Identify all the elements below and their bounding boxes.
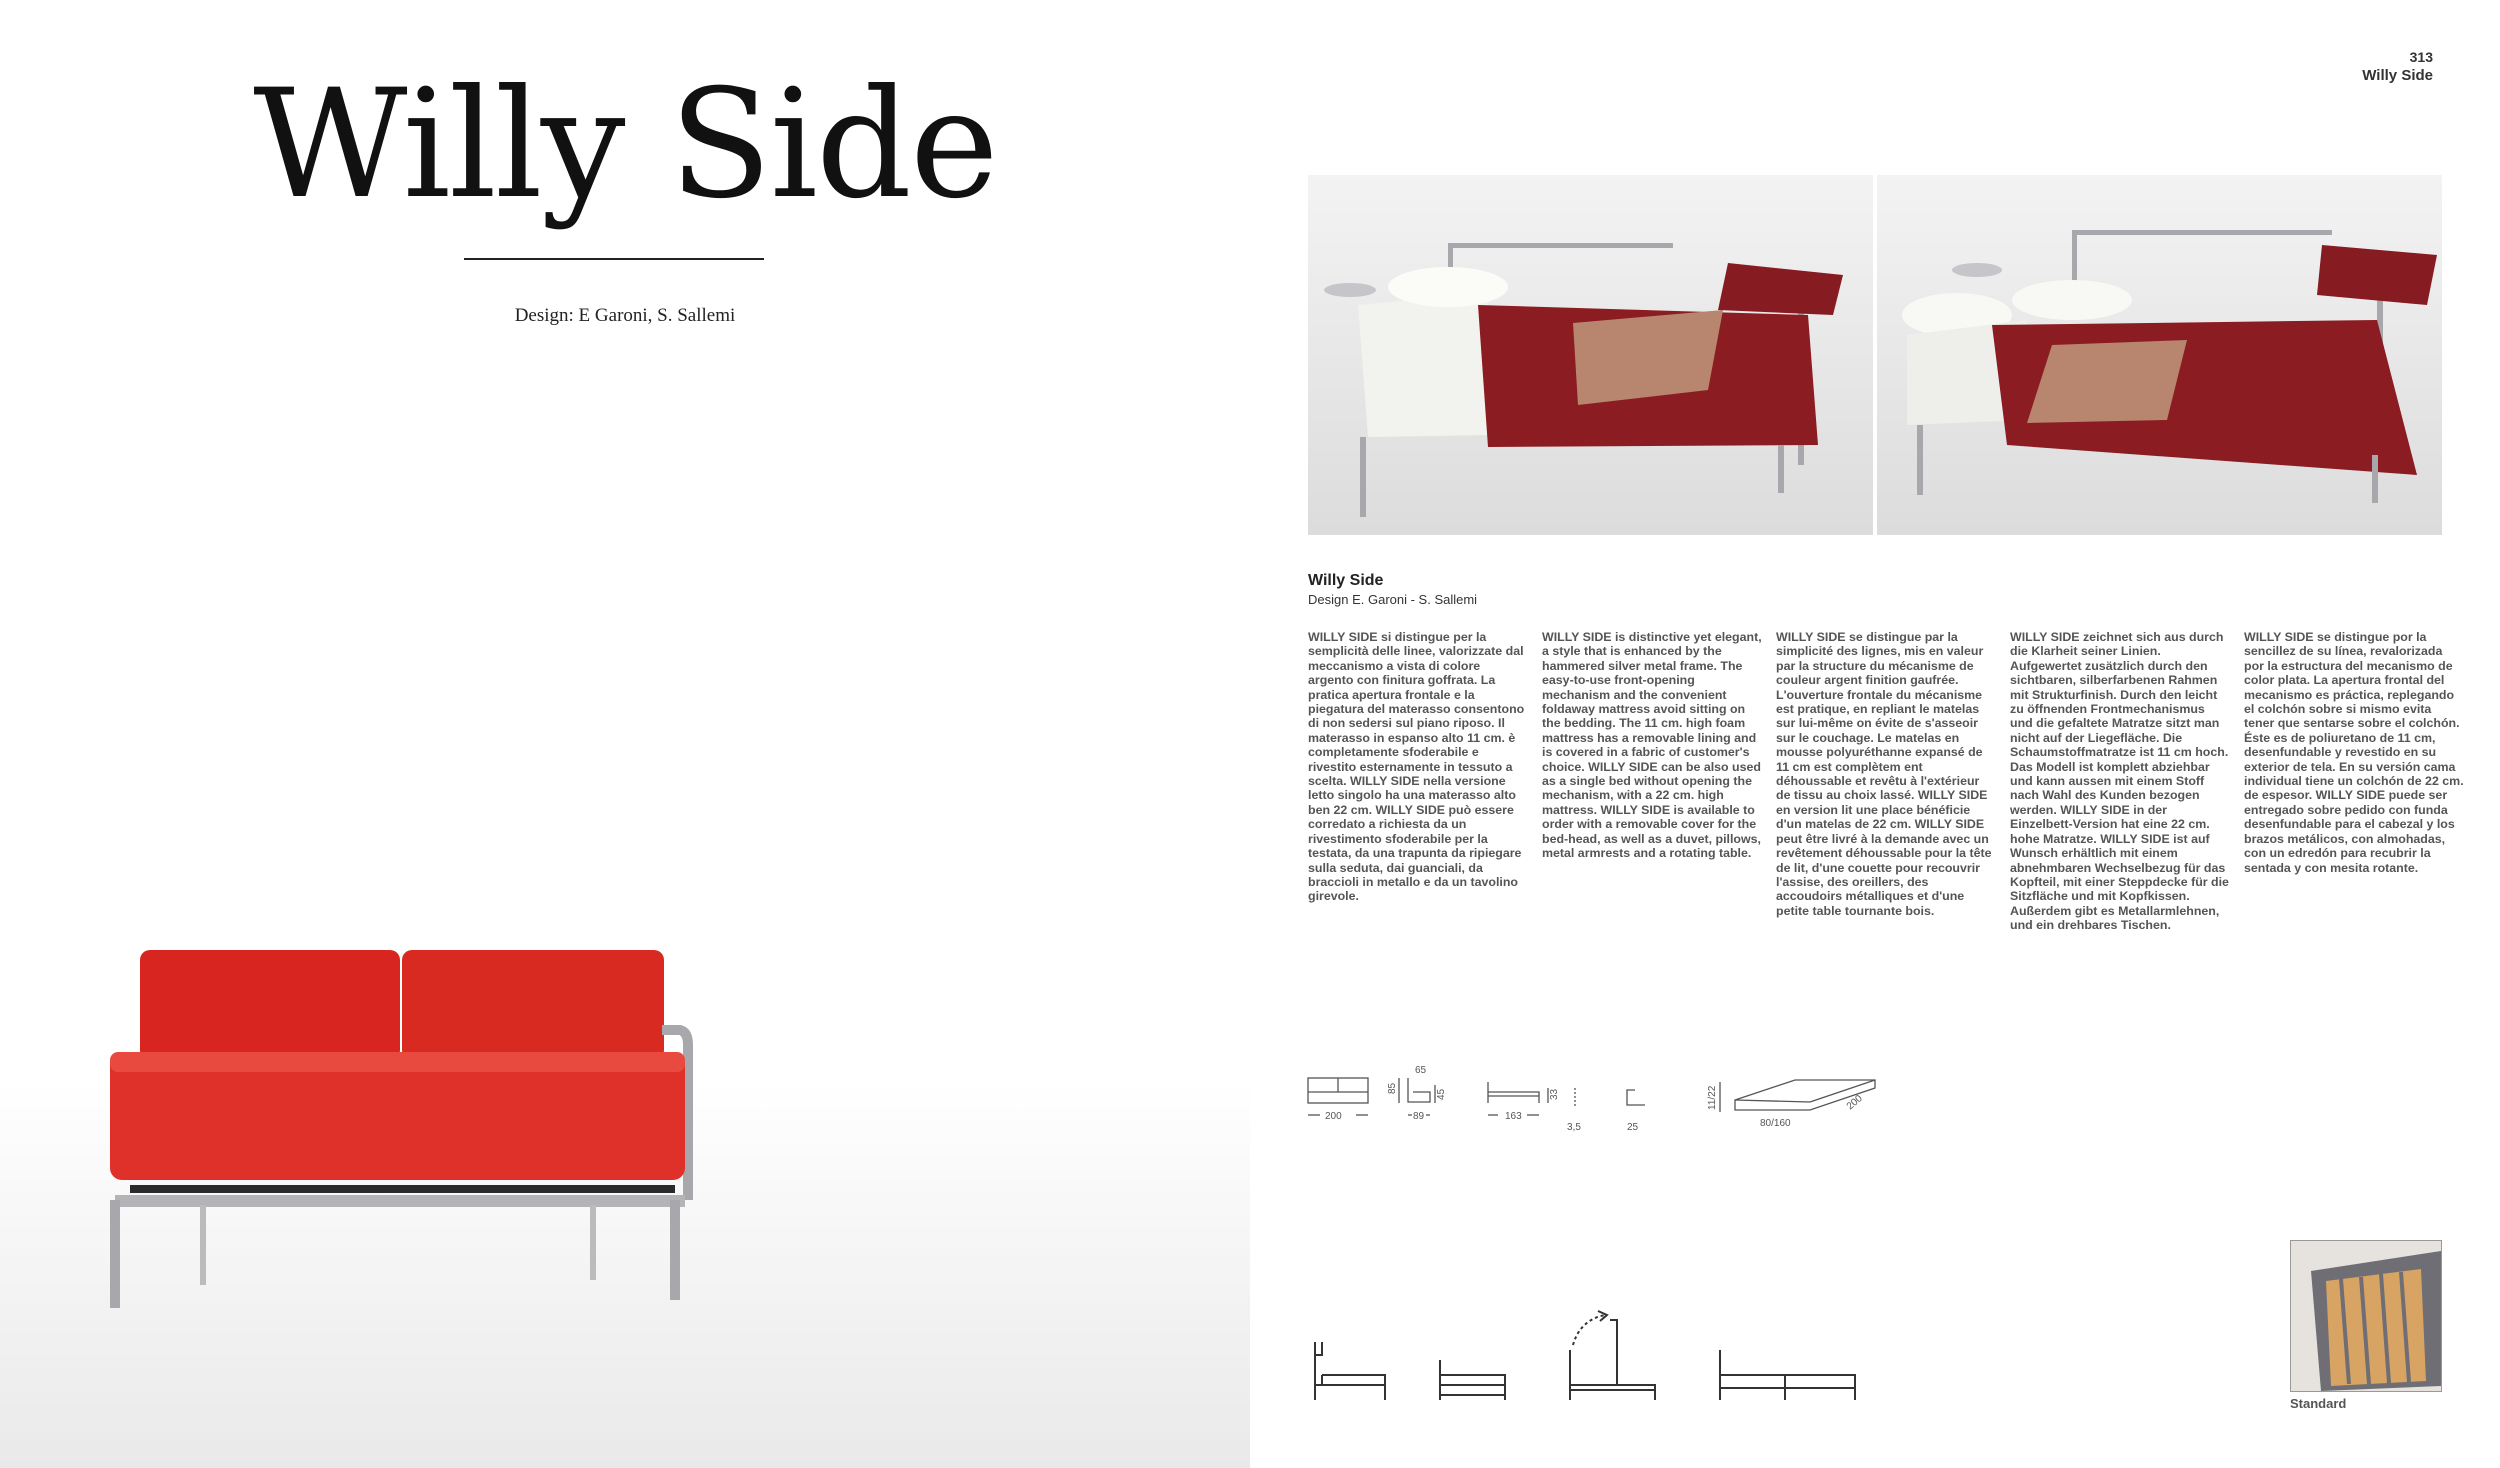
dim-side-1: 85 [1387, 1082, 1398, 1094]
running-head: Willy Side [2362, 67, 2433, 84]
dim-depth: 89 [1413, 1111, 1425, 1122]
dim-arm: 25 [1627, 1122, 1639, 1133]
designers-credit: Design: E Garoni, S. Sallemi [514, 305, 736, 326]
dim-bed-height: 33 [1549, 1088, 1560, 1100]
page-title: Willy Side [253, 58, 997, 232]
dim-width: 200 [1325, 1111, 1342, 1122]
title-underline [464, 258, 764, 260]
dim-thickness: 3,5 [1567, 1122, 1581, 1133]
description-english: WILLY SIDE is distinctive yet elegant, a style that is enhanced by the hammered silver metal frame. The easy-to-use front-opening mechanism and the convenient foldaway mattress avoid sitting on the bedding. The 11 cm. high foam mattress has a removable lining and is covered in a fabric of customer's choice. WILLY SIDE can be also used as a single bed without opening the mechanism, with a 22 cm. high mattress. WILLY SIDE is available to order with a removable cover for the bed-head, as well as a duvet, pillows, metal armrests and a rotating table. [1542, 630, 1762, 861]
thumbnail-caption: Standard [2290, 1396, 2347, 1411]
product-title: Willy Side [1308, 572, 1384, 589]
dim-length: 163 [1505, 1111, 1522, 1122]
page-number: 313 [2409, 49, 2433, 65]
dim-mattress-height: 11/22 [1707, 1085, 1718, 1110]
dim-mattress-width: 80/160 [1760, 1118, 1791, 1129]
description-german: WILLY SIDE zeichnet sich aus durch die Klarheit seiner Linien. Aufgewertet zusätzlich durch den sichtbaren, silberfarbenen Rahmen mit Strukturfinish. Durch den leicht zu öffnenden Frontmechanismus und die gefaltete Matratze sitzt man nicht auf der Liegefläche. Die Schaumstoffmatratze ist 11 cm hoch. Das Modell ist komplett abziehbar und kann aussen mit einem Stoff nach Wahl des Kunden bezogen werden. WILLY SIDE in der Einzelbett-Version hat eine 22 cm. hohe Matratze. WILLY SIDE ist auf Wunsch erhältlich mit einem abnehmbaren Wechselbezug für das Kopfteil, mit einer Steppdecke für die Sitzfläche und mit Kopfkissen. Außerdem gibt es Metallarmlehnen, und ein drehbares Tischen. [2010, 630, 2229, 933]
description-spanish: WILLY SIDE se distingue por la sencillez de su línea, revalorizada por la estructura del mecanismo de color plata. La apertura frontal del mecanismo es práctica, replegando el colchón sobre si mismo evita tener que sentarse sobre el colchón. Éste es de poliuretano de 11 cm, desenfundable y revestido en su exterior de tela. En su versión cama individual tiene un colchón de 22 cm. de espesor. WILLY SIDE puede ser entregado sobre pedido con funda desenfundable para el cabezal y los brazos metálicos, con almohadas, con un edredón para recubrir la sentada y con mesita rotante. [2244, 630, 2464, 875]
description-italian: WILLY SIDE si distingue per la semplicità delle linee, valorizzate dal meccanismo a vista di colore argento con finitura goffrata. La pratica apertura frontale e la piegatura del materasso consentono di non sedersi sul piano riposo. Il materasso in espanso alto 11 cm. è completamente sfoderabile e rivestito esternamente in tessuto a scelta. WILLY SIDE nella versione letto singolo ha una materasso alto ben 22 cm. WILLY SIDE può essere corredato a richiesta da un rivestimento sfoderabile per la testata, da una trapunta da ripiegare sulla seduta, dai guanciali, da braccioli in metallo e da un tavolino girevole. [1308, 630, 1525, 904]
red-sofa-photo [100, 930, 1120, 1380]
product-designers: Design E. Garoni - S. Sallemi [1308, 592, 1478, 607]
dimension-drawings [1305, 1060, 1885, 1140]
dim-mattress-length: 200 [1844, 1093, 1865, 1113]
opening-sequence-diagram [1305, 1300, 1865, 1420]
sofa-bed-photo-double [1877, 175, 2442, 535]
dim-side-2: 45 [1436, 1088, 1447, 1100]
standard-mechanism-thumbnail [2290, 1240, 2442, 1392]
sofa-bed-photo-single [1308, 175, 1873, 535]
description-french: WILLY SIDE se distingue par la simplicité des lignes, mis en valeur par la structure du mécanisme de couleur argent finition gaufrée. L'ouverture frontale du mécanisme est pratique, en repliant le matelas sur lui-même on évite de s'asseoir sur le couchage. Le matelas en mousse polyuréthanne expansé de 11 cm est complètem ent déhoussable et revêtu à l'extérieur de tissu au choix lassé. WILLY SIDE en version lit une place bénéficie d'un matelas de 22 cm. WILLY SIDE peut être livré à la demande avec un revêtement déhoussable pour la tête de lit, d'une couette pour recouvrir l'assise, des oreillers, des accoudoirs métalliques et d'une petite table tournante bois. [1776, 630, 1992, 918]
dim-top: 65 [1415, 1065, 1427, 1076]
